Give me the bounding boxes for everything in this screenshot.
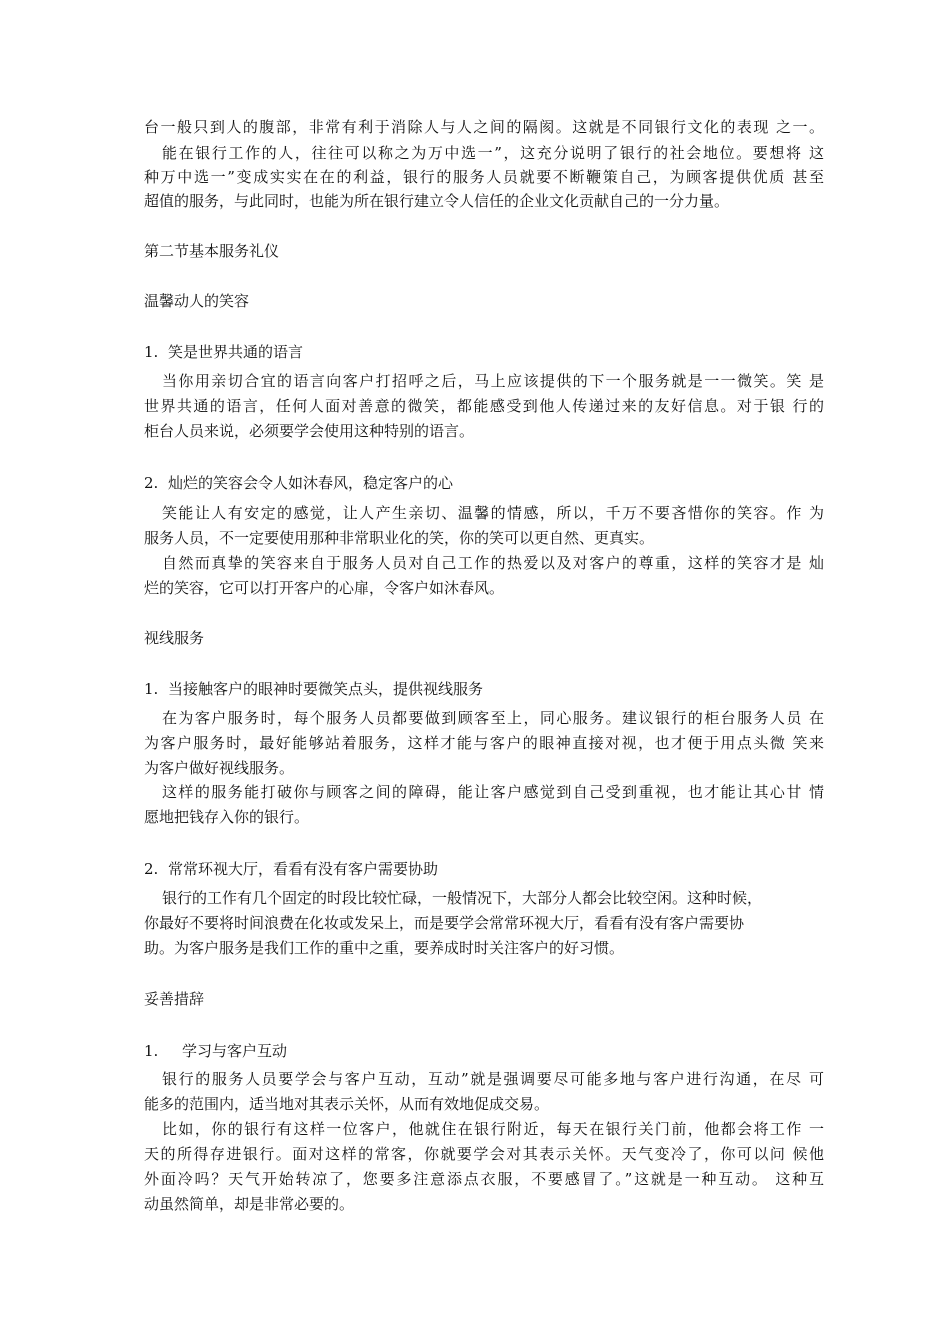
section-title: 第二节基本服务礼仪 (144, 242, 280, 260)
para-line: 自然而真挚的笑容来自于服务人员对自己工作的热爱以及对客户的尊重，这样的笑容才是 灿 (162, 554, 824, 572)
item-heading (144, 858, 824, 880)
para-line: 银行的工作有几个固定的时段比较忙碌，一般情况下，大部分人都会比较空闲。这种时候， (162, 889, 763, 907)
item-number: 2. (144, 474, 159, 492)
para-line: 在为客户服务时，每个服务人员都要做到顾客至上，同心服务。建议银行的柜台服务人员 在 (162, 709, 824, 727)
para-line: 你最好不要将时间浪费在化妆或发呆上，而是要学会常常环视大厅，看看有没有客户需要协 (144, 914, 745, 932)
item-number: 1. (144, 1042, 159, 1060)
para-line: 笑能让人有安定的感觉，让人产生亲切、温馨的情感，所以，千万不要吝惜你的笑容。作 为 (162, 504, 824, 522)
para-line: 柜台人员来说，必须要学会使用这种特别的语言。 (144, 422, 475, 440)
heading-wording: 妥善措辞 (144, 990, 205, 1008)
item-number: 2. (144, 860, 159, 878)
item-title: 笑是世界共通的语言 (168, 343, 304, 361)
intro-line-4: 超值的服务，与此同时，也能为所在银行建立令人信任的企业文化贡献自己的一分力量。 (144, 192, 730, 210)
heading-smile: 温馨动人的笑容 (144, 292, 250, 310)
para-line: 服务人员，不一定要使用那种非常职业化的笑，你的笑可以更自然、更真实。 (144, 529, 655, 547)
para-line: 这样的服务能打破你与顾客之间的障碍，能让客户感觉到自己受到重视，也才能让其心甘 情 (162, 783, 824, 801)
item-heading (144, 341, 824, 363)
item-heading (144, 472, 824, 494)
intro-line-3: 种万中选一”变成实实在在的利益，银行的服务人员就要不断鞭策自己，为顾客提供优质 甚至 (144, 168, 824, 186)
para-line: 愿地把钱存入你的银行。 (144, 808, 310, 826)
item-title: 学习与客户互动 (182, 1042, 288, 1060)
para-line: 为客户做好视线服务。 (144, 759, 295, 777)
para-line: 能多的范围内，适当地对其表示关怀，从而有效地促成交易。 (144, 1095, 550, 1113)
heading-eye-contact: 视线服务 (144, 629, 205, 647)
para-line: 世界共通的语言，任何人面对善意的微笑，都能感受到他人传递过来的友好信息。对于银 行的 (144, 397, 824, 415)
para-line: 当你用亲切合宜的语言向客户打招呼之后，马上应该提供的下一个服务就是一一微笑。笑 是 (162, 372, 824, 390)
item-heading (144, 678, 824, 700)
item-number: 1. (144, 343, 159, 361)
para-line: 银行的服务人员要学会与客户互动，互动”就是强调要尽可能多地与客户进行沟通，在尽 可 (162, 1070, 824, 1088)
para-line: 助。为客户服务是我们工作的重中之重，要养成时时关注客户的好习惯。 (144, 939, 625, 957)
para-line: 烂的笑容，它可以打开客户的心扉，令客户如沐春风。 (144, 579, 505, 597)
para-line: 比如，你的银行有这样一位客户，他就住在银行附近，每天在银行关门前，他都会将工作 一 (162, 1120, 824, 1138)
para-line: 动虽然简单，却是非常必要的。 (144, 1195, 355, 1213)
item-heading (144, 1040, 824, 1062)
intro-line-1: 台一般只到人的腹部，非常有利于消除人与人之间的隔阂。这就是不同银行文化的表现 之一。 (144, 118, 824, 136)
item-title: 常常环视大厅，看看有没有客户需要协助 (168, 860, 439, 878)
para-line: 外面冷吗？天气开始转凉了，您要多注意添点衣服，不要感冒了。”这就是一种互动。 这种互 (144, 1170, 824, 1188)
item-title: 灿烂的笑容会令人如沐春风，稳定客户的心 (168, 474, 454, 492)
intro-line-2: 能在银行工作的人，往往可以称之为万中选一”，这充分说明了银行的社会地位。要想将 这 (162, 144, 824, 162)
item-title: 当接触客户的眼神时要微笑点头，提供视线服务 (168, 680, 484, 698)
para-line: 天的所得存进银行。面对这样的常客，你就要学会对其表示关怀。天气变冷了，你可以问 候他 (144, 1145, 824, 1163)
para-line: 为客户服务时，最好能够站着服务，这样才能与客户的眼神直接对视，也才便于用点头微 笑来 (144, 734, 824, 752)
item-number: 1. (144, 680, 159, 698)
